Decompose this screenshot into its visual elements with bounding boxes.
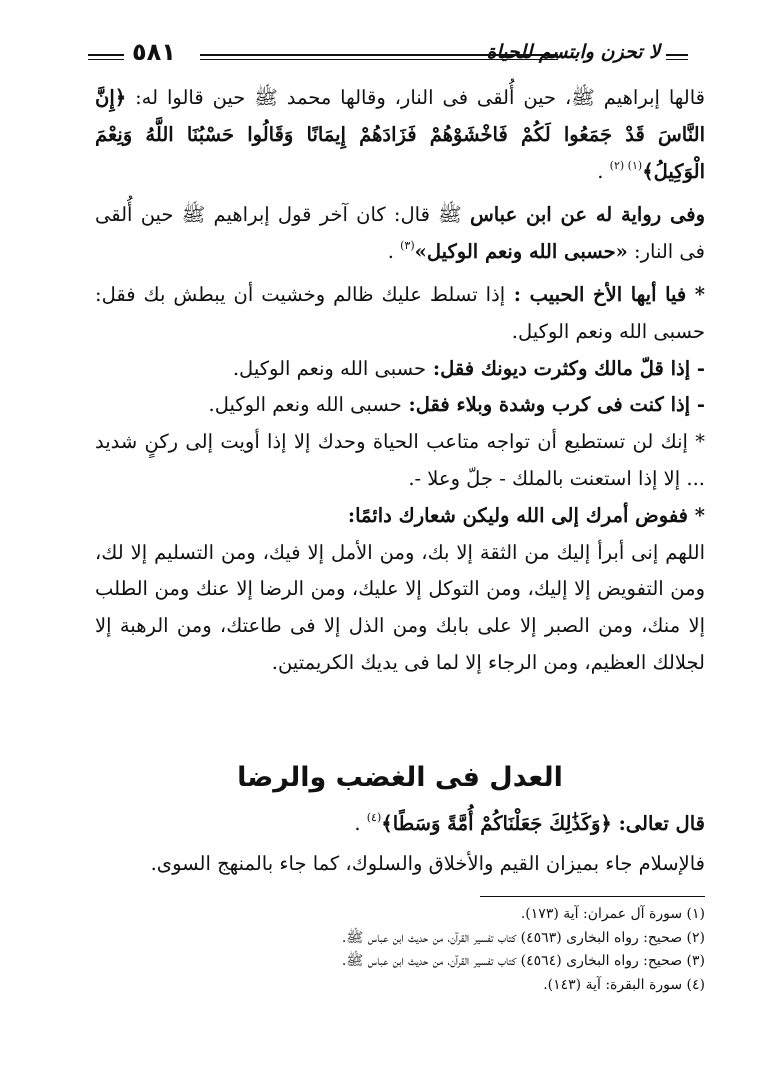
paragraph-7: * ففوض أمرك إلى الله وليكن شعارك دائمًا: <box>347 503 705 527</box>
section-body: فالإسلام جاء بميزان القيم والأخلاق والسلوك، كما جاء بالمنهج السوى. <box>150 852 705 875</box>
section-title: العدل فى الغضب والرضا <box>237 762 563 793</box>
paragraph-5: - إذا كنت فى كرب وشدة وبلاء فقل: حسبى الله ونعم الوكيل. <box>208 393 705 417</box>
footnote-3: (٣) صحيح: رواه البخارى (٤٥٦٤) كتاب تفسير القرآن، من حديث ابن عباس ﷺ. <box>341 953 705 969</box>
verse-line: قال تعالى: ﴿وَكَذَٰلِكَ جَعَلْنَاكُمْ أُمَّةً وَسَطًا﴾$^{(٤)}$ . <box>354 811 705 835</box>
footnote-ref: (١) (٢) <box>609 158 643 172</box>
footnote-4: (٤) سورة البقرة: آية (١٤٣). <box>543 976 705 993</box>
hadith-quote: «حسبى الله ونعم الوكيل» <box>414 240 628 264</box>
paragraph-8-supplication: اللهم إنى أبرأ إليك من الثقة إلا بك، ومن الأمل إلا فيك، ومن التسليم إلا لك، ومن التفويض إلا إليك، ومن التوكل إلا عليك، ومن الرضا إلا عنك ومن الطلب إلا منك، ومن الصبر إلا على بابك ومن الذل إلا فى طاعتك، ومن الرهبة إلا لجلالك العظيم، ومن الرجاء إلا لما فى يديك الكريمتين. <box>95 540 705 674</box>
footnote-ref: (٣) <box>400 239 415 253</box>
footnote-1: (١) سورة آل عمران: آية (١٧٣). <box>520 906 705 922</box>
paragraph-6: * إنك لن تستطيع أن تواجه متاعب الحياة وحدك إلا إذا أويت إلى ركنٍ شديد ... إلا إذا استعنت بالملك - جلّ وعلا -. <box>95 430 705 490</box>
running-title: لا تحزن وابتسم للحياة <box>486 41 660 63</box>
footnote-ref: (٤) <box>366 811 382 824</box>
footnotes <box>95 903 705 997</box>
paragraph-3: * فيا أيها الأخ الحبيب : إذا تسلط عليك ظالم وخشيت أن يبطش بك فقل: حسبى الله ونعم الوكيل. <box>95 282 706 343</box>
section-text <box>95 804 705 884</box>
paragraph-2: وفى رواية له عن ابن عباس ﷺ قال: كان آخر قول إبراهيم ﷺ حين أُلقى فى النار: «حسبى الله ونعم الوكيل»$^{(٣)}$ . <box>95 203 705 264</box>
paragraph-1: قالها إبراهيم ﷺ، حين أُلقى فى النار، وقالها محمد ﷺ حين قالوا له: ﴿إِنَّ النَّاسَ قَدْ جَمَعُوا لَكُمْ فَاخْشَوْهُمْ فَزَادَهُمْ إِيمَانًا وَقَالُوا حَسْبُنَا اللَّهُ وَنِعْمَ الْوَكِيلُ﴾$^{(١) (٢)}$ . <box>95 86 705 183</box>
page-header <box>88 38 688 72</box>
footnote-2: (٢) صحيح: رواه البخارى (٤٥٦٣) كتاب تفسير القرآن، من حديث ابن عباس ﷺ. <box>341 929 705 946</box>
page-number: ٥٨١ <box>132 38 176 66</box>
header-rule-left <box>88 54 124 60</box>
footnote-divider <box>480 896 705 897</box>
quran-quote: ﴿وَكَذَٰلِكَ جَعَلْنَاكُمْ أُمَّةً وَسَطًا﴾ <box>381 812 612 835</box>
header-rule-right <box>666 54 688 60</box>
quran-quote: ﴿إِنَّ النَّاسَ قَدْ جَمَعُوا لَكُمْ فَاخْشَوْهُمْ فَزَادَهُمْ إِيمَانًا وَقَالُوا حَسْبُنَا اللَّهُ وَنِعْمَ الْوَكِيلُ﴾ <box>95 86 705 183</box>
main-text <box>95 80 705 682</box>
paragraph-4: - إذا قلّ مالك وكثرت ديونك فقل: حسبى الله ونعم الوكيل. <box>232 356 705 380</box>
